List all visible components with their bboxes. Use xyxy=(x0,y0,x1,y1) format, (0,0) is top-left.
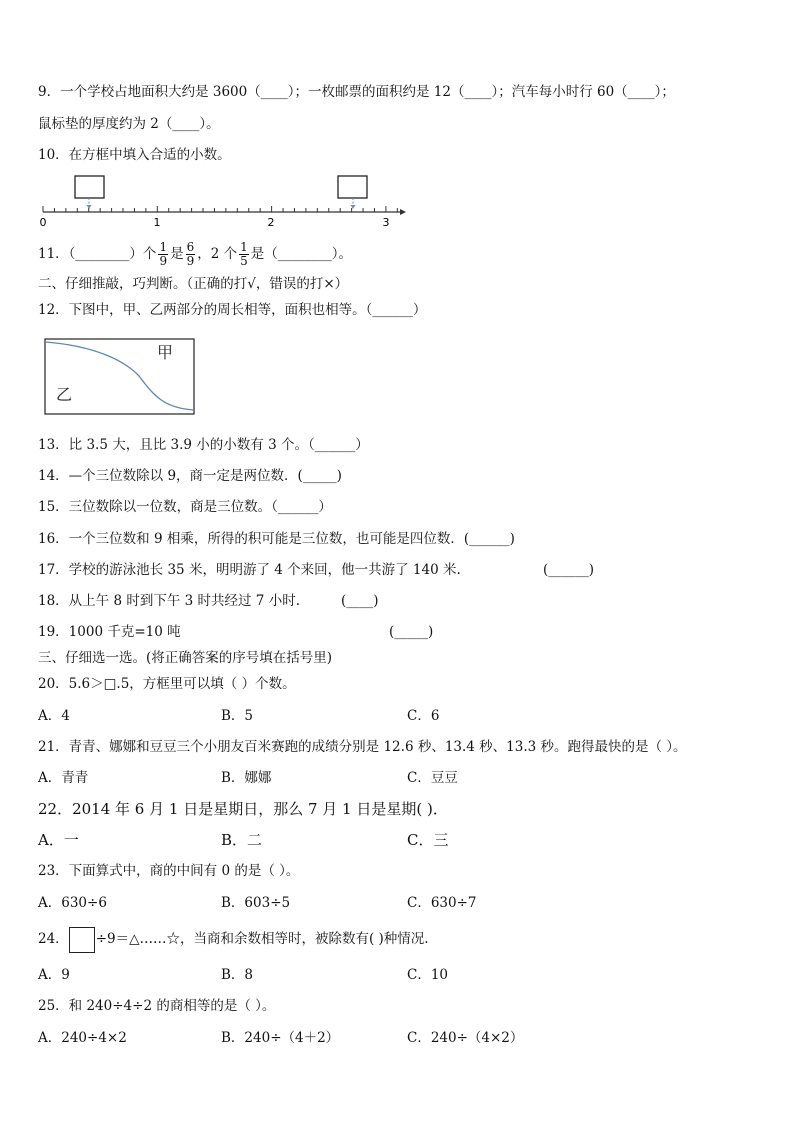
question-25-text: 25．和 240÷4÷2 的商相等的是（ ）。 xyxy=(38,998,276,1014)
q11-part1: 11．（________）个 xyxy=(38,246,157,262)
q24-option-c: C．10 xyxy=(407,967,449,983)
question-18-blank: (____) xyxy=(341,593,379,609)
question-15: 15．三位数除以一位数，商是三位数。（______） xyxy=(38,499,332,515)
question-23-text: 23．下面算式中，商的中间有 0 的是（ ）。 xyxy=(38,863,300,879)
question-9-line2: 鼠标垫的厚度约为 2（____）。 xyxy=(38,116,220,132)
q11-part4: 是（________）。 xyxy=(250,246,352,262)
q20-option-a: A．4 xyxy=(38,708,70,724)
q23-option-a: A．630÷6 xyxy=(38,895,107,911)
question-24 xyxy=(38,926,429,953)
q22-option-b: B．二 xyxy=(221,831,263,849)
q20-option-c: C．6 xyxy=(407,708,440,724)
fraction-six-ninths: $\frac{6}{9}$ xyxy=(186,240,195,268)
q24-option-a: A．9 xyxy=(38,967,70,983)
question-17-blank: (______) xyxy=(543,562,595,578)
q20-option-b: B．5 xyxy=(221,708,254,724)
section-3-heading: 三、仔细选一选。(将正确答案的序号填在括号里) xyxy=(38,650,333,666)
q25-option-c: C．240÷（4×2） xyxy=(407,1030,524,1046)
section-2-heading: 二、仔细推敲，巧判断。（正确的打√，错误的打×） xyxy=(38,276,349,292)
tick-label-0: 0 xyxy=(39,216,47,229)
tick-label-1: 1 xyxy=(153,216,161,229)
tick-label-3: 3 xyxy=(382,216,390,229)
question-17-text: 17．学校的游泳池长 35 米，明明游了 4 个来回，他一共游了 140 米. xyxy=(38,562,461,578)
q24-number: 24． xyxy=(38,931,69,947)
label-jia: 甲 xyxy=(157,343,174,362)
question-21-text: 21．青青、娜娜和豆豆三个小朋友百米赛跑的成绩分别是 12.6 秒、13.4 秒、13.3 秒。跑得最快的是（ ）。 xyxy=(38,739,687,755)
question-12-text: 12．下图中，甲、乙两部分的周长相等，面积也相等。（______） xyxy=(38,302,427,318)
q21-option-a: A．青青 xyxy=(38,770,89,786)
label-yi: 乙 xyxy=(56,385,73,404)
q24-option-b: B．8 xyxy=(221,967,254,983)
question-19-text: 19．1000 千克=10 吨 xyxy=(38,624,181,640)
answer-box-left xyxy=(75,176,104,198)
q23-option-b: B．603÷5 xyxy=(221,895,291,911)
question-22-text: 22．2014 年 6 月 1 日是星期日，那么 7 月 1 日是星期( )． xyxy=(38,800,448,818)
question-18-text: 18．从上午 8 时到下午 3 时共经过 7 小时. xyxy=(38,593,300,609)
axis-arrow-icon xyxy=(400,209,406,215)
question-10-text: 10．在方框中填入合适的小数。 xyxy=(38,147,231,163)
q21-option-c: C．豆豆 xyxy=(407,770,458,786)
question-13: 13．比 3.5 大，且比 3.9 小的小数有 3 个。（______） xyxy=(38,437,369,453)
q24-text: ÷9＝△……☆，当商和余数相等时，被除数有( )种情况. xyxy=(95,931,429,947)
q11-part3: ，2 个 xyxy=(197,246,238,262)
fraction-one-fifth: $\frac{1}{5}$ xyxy=(240,240,248,268)
q22-option-c: C．三 xyxy=(407,831,449,849)
q23-option-c: C．630÷7 xyxy=(407,895,477,911)
question-14: 14．—个三位数除以 9，商一定是两位数．(_____) xyxy=(38,468,342,484)
q21-option-b: B．娜娜 xyxy=(221,770,272,786)
fraction-one-ninth: $\frac{1}{9}$ xyxy=(159,240,168,268)
question-20-text: 20．5.6＞□.5，方框里可以填（ ）个数。 xyxy=(38,676,296,692)
answer-box-right xyxy=(338,176,367,198)
q22-option-a: A．一 xyxy=(38,831,79,849)
question-16: 16．一个三位数和 9 相乘，所得的积可能是三位数，也可能是四位数．(______) xyxy=(38,531,515,547)
question-11 xyxy=(38,240,352,268)
dividend-box xyxy=(69,927,95,953)
q25-option-b: B．240÷（4＋2） xyxy=(221,1030,340,1046)
q12-figure xyxy=(44,338,196,416)
tick-label-2: 2 xyxy=(267,216,275,229)
q25-option-a: A．240÷4×2 xyxy=(38,1030,127,1046)
number-line-figure xyxy=(0,170,420,232)
question-19-blank: (_____) xyxy=(389,624,434,640)
q11-part2: 是 xyxy=(170,246,184,262)
question-9-line1: 9．一个学校占地面积大约是 3600（____）；一枚邮票的面积约是 12（____）；汽车每小时行 60（____）； xyxy=(38,84,675,100)
